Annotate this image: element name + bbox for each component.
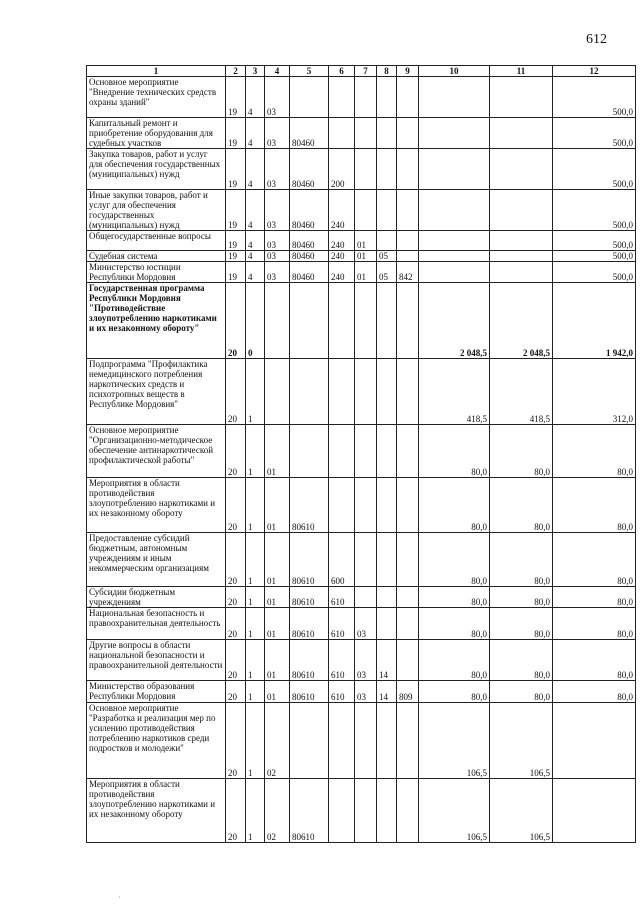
amount-cell: 80,0: [490, 533, 553, 587]
code-cell: 03: [355, 640, 377, 681]
amount-cell: 80,0: [490, 608, 553, 640]
amount-cell: 312,0: [553, 359, 636, 425]
amount-cell: 500,0: [553, 149, 636, 190]
header-cell: 8: [377, 66, 397, 77]
code-cell: [377, 190, 397, 231]
amount-cell: 80,0: [490, 681, 553, 703]
code-cell: [397, 587, 419, 608]
amount-cell: [490, 262, 553, 283]
amount-cell: 80,0: [553, 681, 636, 703]
amount-cell: 106,5: [490, 779, 553, 843]
code-cell: [397, 640, 419, 681]
code-cell: [290, 703, 329, 779]
row-name-cell: Капитальный ремонт и приобретение оборудования для судебных участков: [87, 118, 226, 149]
code-cell: 20: [226, 640, 246, 681]
code-cell: [397, 478, 419, 533]
code-cell: [377, 149, 397, 190]
code-cell: 80460: [290, 262, 329, 283]
header-cell: 6: [329, 66, 355, 77]
code-cell: 03: [265, 149, 290, 190]
row-name-cell: Судебная система: [87, 251, 226, 262]
code-cell: [377, 425, 397, 478]
code-cell: 610: [329, 681, 355, 703]
code-cell: [377, 77, 397, 118]
amount-cell: 80,0: [490, 478, 553, 533]
header-cell: 10: [419, 66, 490, 77]
amount-cell: [419, 262, 490, 283]
amount-cell: 80,0: [419, 608, 490, 640]
amount-cell: 418,5: [419, 359, 490, 425]
code-cell: 4: [246, 190, 265, 231]
amount-cell: 106,5: [419, 779, 490, 843]
code-cell: [329, 478, 355, 533]
code-cell: 20: [226, 425, 246, 478]
code-cell: 240: [329, 190, 355, 231]
header-cell: 12: [553, 66, 636, 77]
header-cell: 2: [226, 66, 246, 77]
code-cell: [397, 703, 419, 779]
code-cell: [397, 283, 419, 359]
code-cell: [329, 77, 355, 118]
code-cell: [397, 359, 419, 425]
header-cell: 3: [246, 66, 265, 77]
row-name-cell: Подпрограмма "Профилактика немедицинского потребления наркотических средств и психотропных веществ в Республике Мордовия": [87, 359, 226, 425]
amount-cell: 80,0: [419, 478, 490, 533]
code-cell: 4: [246, 231, 265, 251]
amount-cell: 106,5: [490, 703, 553, 779]
code-cell: [290, 425, 329, 478]
table-row: [87, 640, 636, 681]
amount-cell: 500,0: [553, 262, 636, 283]
code-cell: 19: [226, 251, 246, 262]
code-cell: [377, 608, 397, 640]
amount-cell: 80,0: [553, 425, 636, 478]
table-row: [87, 587, 636, 608]
amount-cell: 80,0: [553, 640, 636, 681]
amount-cell: [553, 703, 636, 779]
code-cell: [290, 359, 329, 425]
code-cell: 610: [329, 587, 355, 608]
code-cell: 03: [265, 118, 290, 149]
table-row: [87, 703, 636, 779]
table-row: [87, 118, 636, 149]
code-cell: 01: [265, 681, 290, 703]
row-name-cell: Иные закупки товаров, работ и услуг для обеспечения государственных (муниципальных) нужд: [87, 190, 226, 231]
amount-cell: 500,0: [553, 190, 636, 231]
code-cell: 809: [397, 681, 419, 703]
code-cell: 1: [246, 478, 265, 533]
table-row: [87, 262, 636, 283]
code-cell: 610: [329, 608, 355, 640]
code-cell: 240: [329, 251, 355, 262]
header-cell: 5: [290, 66, 329, 77]
code-cell: 4: [246, 77, 265, 118]
code-cell: 03: [355, 608, 377, 640]
code-cell: 600: [329, 533, 355, 587]
row-name-cell: Основное мероприятие "Разработка и реализация мер по усилению противодействия потреблению наркотиков среди подростков и молодежи": [87, 703, 226, 779]
header-cell: 11: [490, 66, 553, 77]
code-cell: [355, 587, 377, 608]
header-row: [87, 66, 636, 77]
code-cell: 03: [265, 251, 290, 262]
code-cell: [377, 779, 397, 843]
header-cell: 1: [87, 66, 226, 77]
stray-mark: ·: [118, 893, 121, 902]
code-cell: 80610: [290, 681, 329, 703]
row-name-cell: Основное мероприятие "Внедрение технических средств охраны зданий": [87, 77, 226, 118]
row-name-cell: Государственная программа Республики Мордовия "Противодействие злоупотреблению наркотиками и их незаконному обороту": [87, 283, 226, 359]
code-cell: 20: [226, 779, 246, 843]
code-cell: [397, 425, 419, 478]
code-cell: 20: [226, 703, 246, 779]
amount-cell: 80,0: [490, 640, 553, 681]
amount-cell: [419, 231, 490, 251]
code-cell: [397, 149, 419, 190]
code-cell: 240: [329, 262, 355, 283]
code-cell: 80610: [290, 640, 329, 681]
code-cell: 01: [265, 640, 290, 681]
code-cell: [397, 608, 419, 640]
header-cell: 4: [265, 66, 290, 77]
code-cell: [355, 190, 377, 231]
amount-cell: [419, 190, 490, 231]
row-name-cell: Мероприятия в области противодействия злоупотреблению наркотиками и их незаконному обороту: [87, 478, 226, 533]
code-cell: [355, 118, 377, 149]
code-cell: 4: [246, 251, 265, 262]
amount-cell: [553, 779, 636, 843]
table-row: [87, 251, 636, 262]
code-cell: 03: [265, 77, 290, 118]
code-cell: 20: [226, 478, 246, 533]
amount-cell: 500,0: [553, 118, 636, 149]
code-cell: [397, 190, 419, 231]
code-cell: 240: [329, 231, 355, 251]
code-cell: [355, 283, 377, 359]
amount-cell: [419, 149, 490, 190]
code-cell: [355, 478, 377, 533]
code-cell: 03: [265, 262, 290, 283]
row-name-cell: Основное мероприятие "Организационно-методическое обеспечение антинаркотической профилактической работы": [87, 425, 226, 478]
amount-cell: 500,0: [553, 231, 636, 251]
amount-cell: [419, 118, 490, 149]
code-cell: 05: [377, 251, 397, 262]
row-name-cell: Мероприятия в области противодействия злоупотреблению наркотиками и их незаконному обороту: [87, 779, 226, 843]
table-row: [87, 681, 636, 703]
amount-cell: [490, 118, 553, 149]
code-cell: 0: [246, 283, 265, 359]
code-cell: [329, 118, 355, 149]
code-cell: 20: [226, 587, 246, 608]
code-cell: 20: [226, 681, 246, 703]
code-cell: 01: [265, 478, 290, 533]
code-cell: 1: [246, 640, 265, 681]
amount-cell: [490, 231, 553, 251]
code-cell: [265, 359, 290, 425]
amount-cell: 418,5: [490, 359, 553, 425]
code-cell: [355, 779, 377, 843]
row-name-cell: Закупка товаров, работ и услуг для обеспечения государственных (муниципальных) нужд: [87, 149, 226, 190]
code-cell: 20: [226, 283, 246, 359]
amount-cell: 80,0: [490, 425, 553, 478]
code-cell: [355, 703, 377, 779]
code-cell: 01: [265, 425, 290, 478]
amount-cell: 500,0: [553, 251, 636, 262]
code-cell: [377, 587, 397, 608]
code-cell: 1: [246, 587, 265, 608]
table-body: [87, 77, 636, 843]
code-cell: [397, 779, 419, 843]
code-cell: 1: [246, 779, 265, 843]
row-name-cell: Министерство юстиции Республики Мордовия: [87, 262, 226, 283]
code-cell: 1: [246, 681, 265, 703]
table-row: [87, 231, 636, 251]
code-cell: [355, 359, 377, 425]
amount-cell: 80,0: [490, 587, 553, 608]
code-cell: 02: [265, 779, 290, 843]
code-cell: 80460: [290, 118, 329, 149]
code-cell: 19: [226, 149, 246, 190]
code-cell: 4: [246, 149, 265, 190]
code-cell: 19: [226, 190, 246, 231]
code-cell: [329, 779, 355, 843]
code-cell: 80460: [290, 190, 329, 231]
row-name-cell: Предоставление субсидий бюджетным, автономным учреждениям и иным некоммерческим организациям: [87, 533, 226, 587]
code-cell: 19: [226, 118, 246, 149]
table-row: [87, 608, 636, 640]
amount-cell: 80,0: [553, 608, 636, 640]
code-cell: 01: [355, 262, 377, 283]
table-row: [87, 478, 636, 533]
amount-cell: [490, 149, 553, 190]
page-number: 612: [586, 32, 607, 47]
code-cell: 80460: [290, 251, 329, 262]
row-name-cell: Национальная безопасность и правоохранительная деятельность: [87, 608, 226, 640]
code-cell: 20: [226, 533, 246, 587]
code-cell: [397, 251, 419, 262]
code-cell: 80610: [290, 779, 329, 843]
code-cell: 03: [265, 231, 290, 251]
amount-cell: [419, 251, 490, 262]
budget-table: [86, 65, 636, 843]
amount-cell: [490, 251, 553, 262]
code-cell: 20: [226, 608, 246, 640]
amount-cell: 80,0: [419, 425, 490, 478]
table-row: [87, 533, 636, 587]
code-cell: 02: [265, 703, 290, 779]
code-cell: 20: [226, 359, 246, 425]
code-cell: 80610: [290, 533, 329, 587]
code-cell: [397, 231, 419, 251]
amount-cell: 2 048,5: [490, 283, 553, 359]
table-row: [87, 779, 636, 843]
table-row: [87, 283, 636, 359]
amount-cell: 80,0: [419, 533, 490, 587]
code-cell: 80460: [290, 231, 329, 251]
code-cell: 1: [246, 703, 265, 779]
code-cell: 03: [355, 681, 377, 703]
code-cell: [377, 478, 397, 533]
code-cell: [329, 283, 355, 359]
code-cell: 03: [265, 190, 290, 231]
table-row: [87, 425, 636, 478]
header-cell: 9: [397, 66, 419, 77]
code-cell: [329, 359, 355, 425]
code-cell: 4: [246, 262, 265, 283]
code-cell: 610: [329, 640, 355, 681]
code-cell: 80610: [290, 608, 329, 640]
amount-cell: [490, 77, 553, 118]
code-cell: 19: [226, 77, 246, 118]
code-cell: 01: [265, 533, 290, 587]
code-cell: 200: [329, 149, 355, 190]
code-cell: [377, 283, 397, 359]
code-cell: [377, 118, 397, 149]
code-cell: [355, 77, 377, 118]
amount-cell: [419, 77, 490, 118]
amount-cell: [490, 190, 553, 231]
row-name-cell: Общегосударственные вопросы: [87, 231, 226, 251]
table-row: [87, 359, 636, 425]
amount-cell: 106,5: [419, 703, 490, 779]
code-cell: [355, 425, 377, 478]
code-cell: [377, 533, 397, 587]
table-row: [87, 149, 636, 190]
row-name-cell: Другие вопросы в области национальной безопасности и правоохранительной деятельности: [87, 640, 226, 681]
code-cell: 14: [377, 640, 397, 681]
code-cell: 19: [226, 231, 246, 251]
amount-cell: 80,0: [553, 587, 636, 608]
amount-cell: 80,0: [419, 587, 490, 608]
code-cell: [265, 283, 290, 359]
amount-cell: 80,0: [419, 640, 490, 681]
code-cell: 05: [377, 262, 397, 283]
code-cell: [397, 118, 419, 149]
code-cell: [377, 703, 397, 779]
table-row: [87, 77, 636, 118]
code-cell: [355, 533, 377, 587]
code-cell: [329, 425, 355, 478]
code-cell: 19: [226, 262, 246, 283]
row-name-cell: Министерство образования Республики Мордовия: [87, 681, 226, 703]
code-cell: 80610: [290, 478, 329, 533]
code-cell: [397, 77, 419, 118]
row-name-cell: Субсидии бюджетным учреждениям: [87, 587, 226, 608]
code-cell: 14: [377, 681, 397, 703]
code-cell: 80460: [290, 149, 329, 190]
code-cell: [290, 77, 329, 118]
code-cell: 1: [246, 425, 265, 478]
amount-cell: 80,0: [419, 681, 490, 703]
code-cell: 1: [246, 359, 265, 425]
amount-cell: 500,0: [553, 77, 636, 118]
code-cell: 01: [265, 608, 290, 640]
code-cell: 01: [265, 587, 290, 608]
code-cell: [355, 149, 377, 190]
table-row: [87, 190, 636, 231]
code-cell: 01: [355, 231, 377, 251]
code-cell: [397, 533, 419, 587]
code-cell: [290, 283, 329, 359]
code-cell: 4: [246, 118, 265, 149]
code-cell: [329, 703, 355, 779]
code-cell: 80610: [290, 587, 329, 608]
code-cell: 1: [246, 608, 265, 640]
header-cell: 7: [355, 66, 377, 77]
amount-cell: 2 048,5: [419, 283, 490, 359]
amount-cell: 80,0: [553, 478, 636, 533]
code-cell: 01: [355, 251, 377, 262]
amount-cell: 1 942,0: [553, 283, 636, 359]
code-cell: 1: [246, 533, 265, 587]
code-cell: [377, 231, 397, 251]
code-cell: 842: [397, 262, 419, 283]
code-cell: [377, 359, 397, 425]
amount-cell: 80,0: [553, 533, 636, 587]
